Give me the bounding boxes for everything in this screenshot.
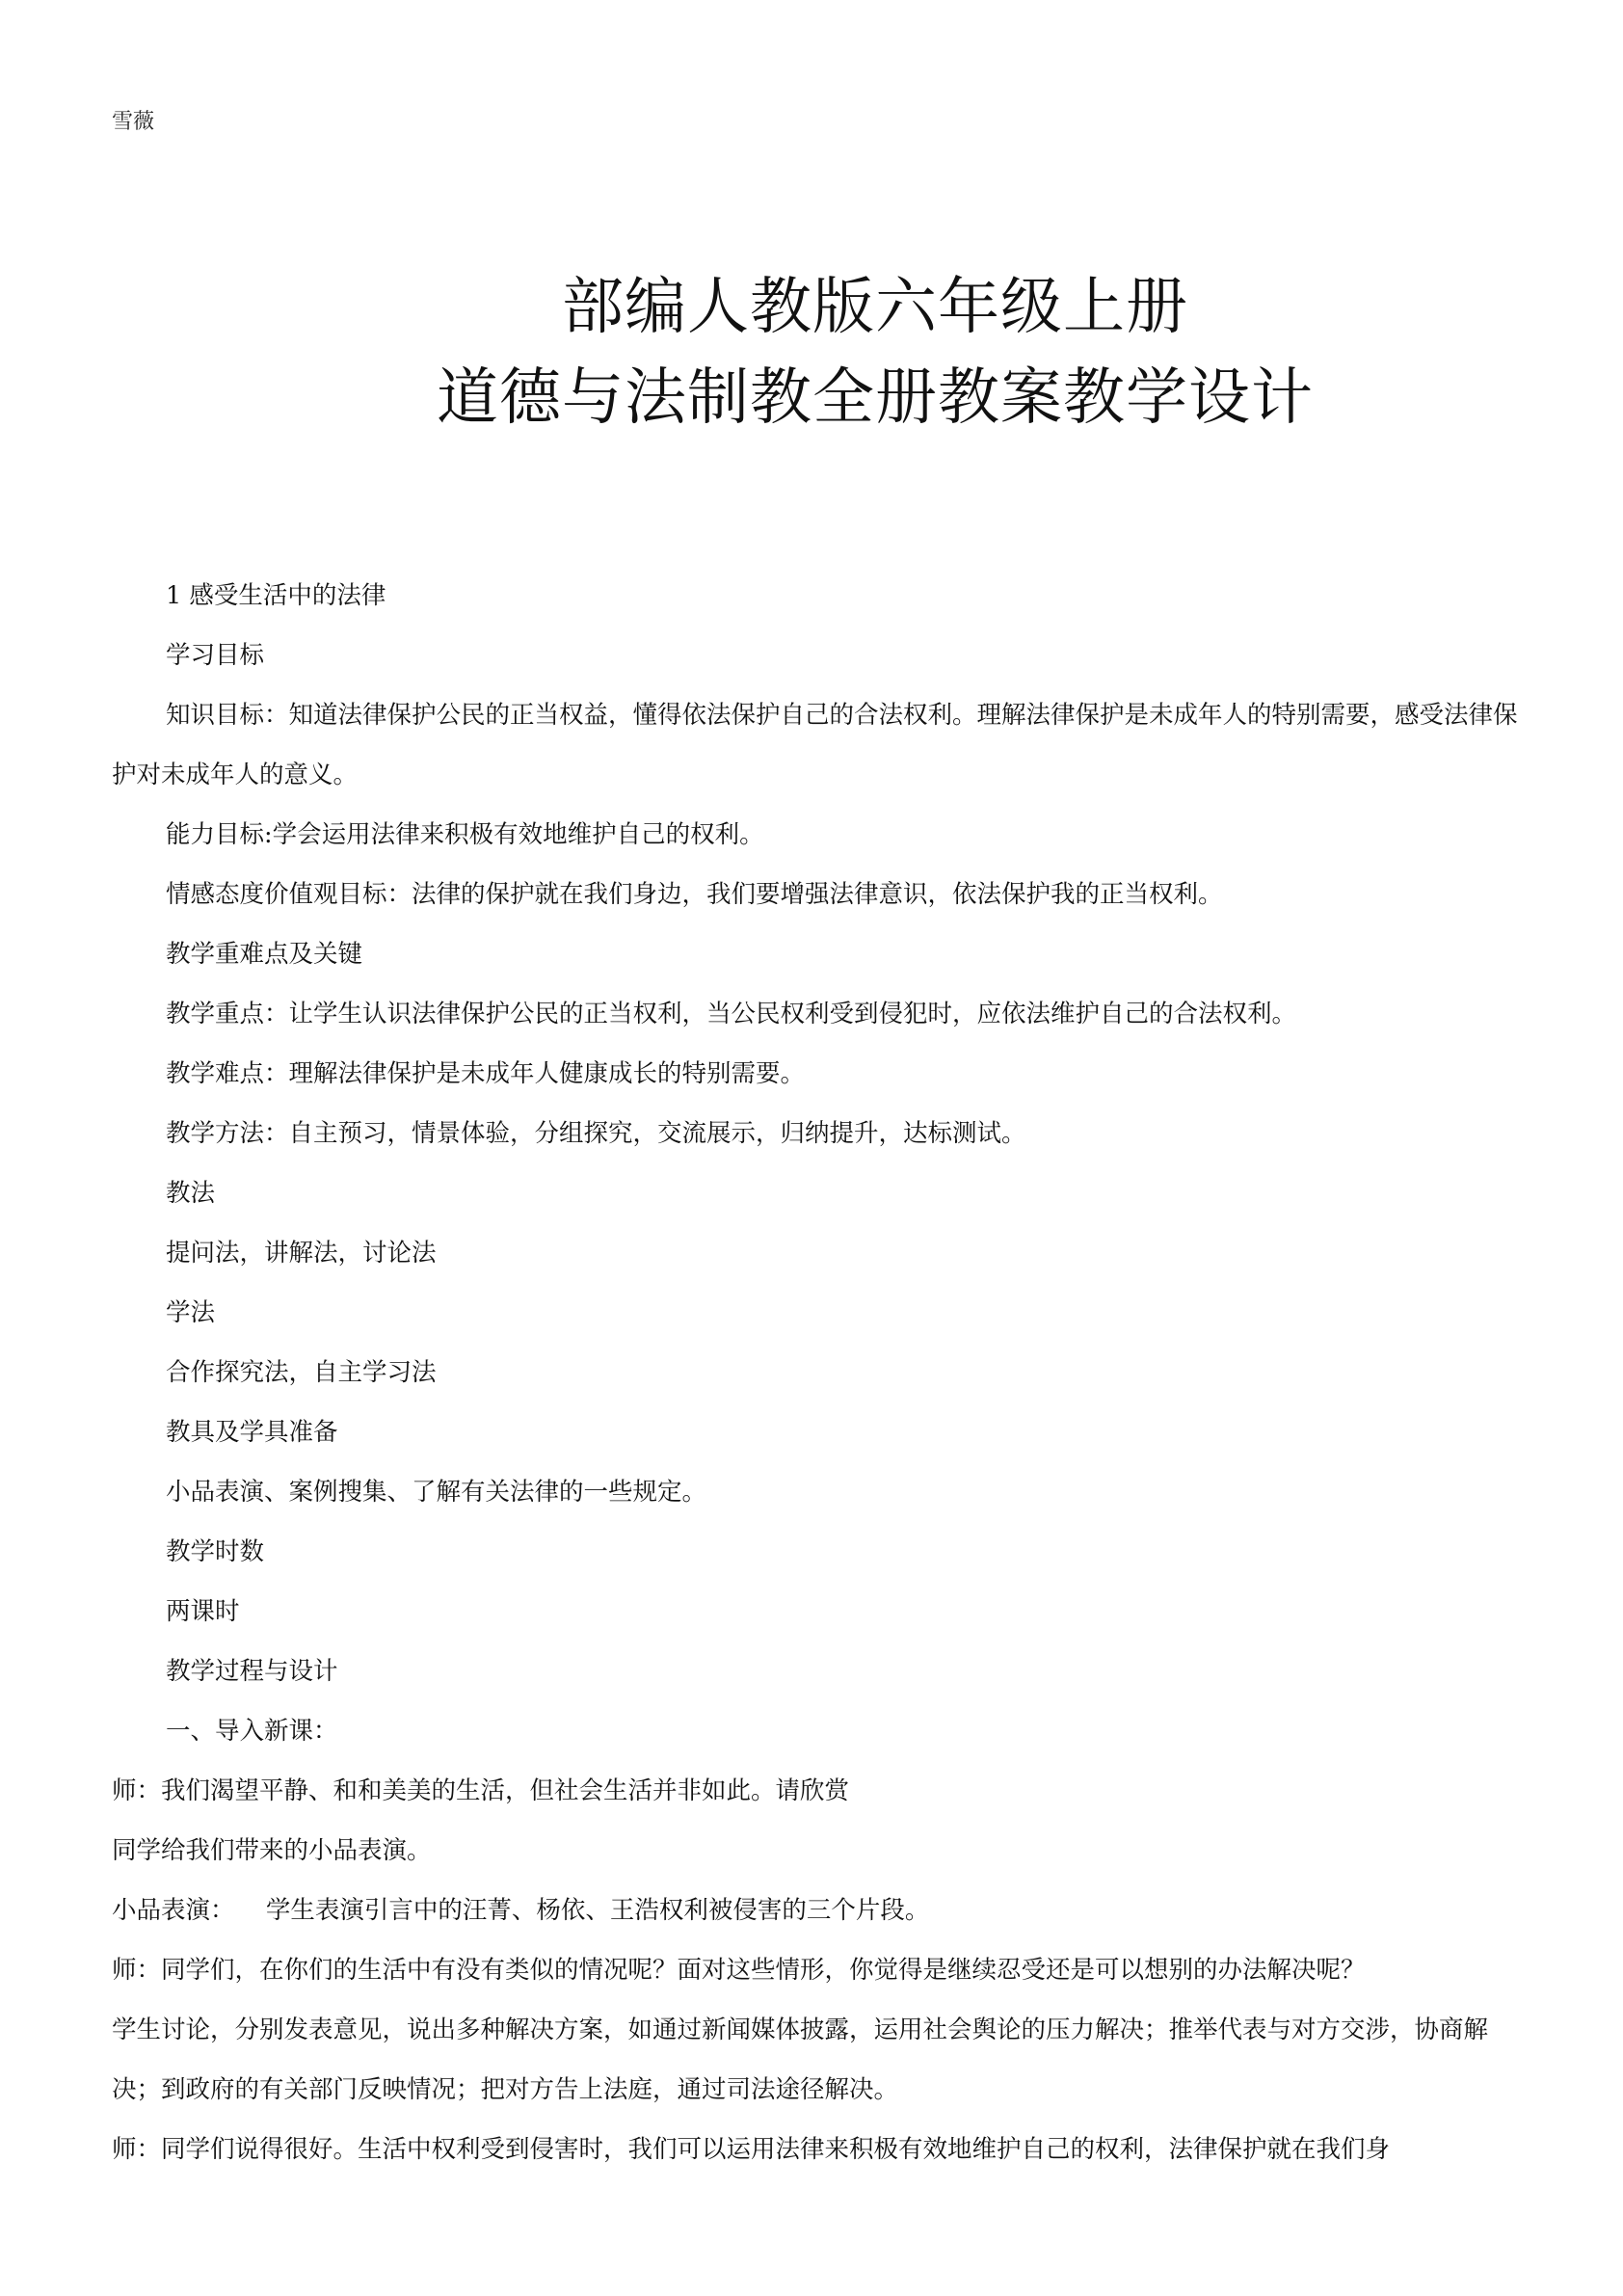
teacher-line-1b: 同学给我们带来的小品表演。 bbox=[112, 1836, 432, 1865]
document-title-line-2: 道德与法制教全册教案教学设计 bbox=[437, 361, 1314, 434]
key-point: 教学重点：让学生认识法律保护公民的正当权利，当公民权利受到侵犯时，应依法维护自己的合法权利。 bbox=[166, 1000, 1297, 1028]
hours: 两课时 bbox=[166, 1597, 240, 1626]
process-heading: 教学过程与设计 bbox=[166, 1657, 338, 1686]
knowledge-goal bbox=[58, 685, 1519, 805]
intro-heading: 一、导入新课： bbox=[166, 1717, 338, 1746]
document-body bbox=[112, 566, 1519, 2179]
emotion-goal: 情感态度价值观目标：法律的保护就在我们身边，我们要增强法律意识，依法保护我的正当权利。 bbox=[166, 880, 1223, 909]
difficult-point: 教学难点：理解法律保护是未成年人健康成长的特别需要。 bbox=[166, 1059, 806, 1088]
teacher-line-2: 师：同学们，在你们的生活中有没有类似的情况呢？面对这些情形，你觉得是继续忍受还是可以想别的办法解决呢？ bbox=[112, 1956, 1366, 1985]
teaching-approach-heading: 教法 bbox=[166, 1179, 216, 1208]
key-points-heading: 教学重难点及关键 bbox=[166, 940, 363, 969]
document-title-line-1: 部编人教版六年级上册 bbox=[562, 271, 1188, 343]
student-discussion: 学生讨论，分别发表意见，说出多种解决方案，如通过新闻媒体披露，运用社会舆论的压力解决；推举代表与对方交涉，协商解决；到政府的有关部门反映情况；把对方告上法庭，通过司法途径解决。 bbox=[112, 2016, 1489, 2104]
materials: 小品表演、案例搜集、了解有关法律的一些规定。 bbox=[166, 1478, 707, 1507]
hours-heading: 教学时数 bbox=[166, 1537, 265, 1566]
knowledge-goal-text: 知识目标：知道法律保护公民的正当权益，懂得依法保护自己的合法权利。理解法律保护是未成年人的特别需要，感受法律保护对未成年人的意义。 bbox=[112, 701, 1518, 789]
teacher-line-1a: 师：我们渴望平静、和和美美的生活，但社会生活并非如此。请欣赏 bbox=[112, 1776, 850, 1805]
teacher-line-3: 师：同学们说得很好。生活中权利受到侵害时，我们可以运用法律来积极有效地维护自己的权利，法律保护就在我们身 bbox=[112, 2135, 1391, 2164]
learning-approach-heading: 学法 bbox=[166, 1298, 216, 1327]
teaching-approach: 提问法，讲解法，讨论法 bbox=[166, 1239, 437, 1268]
teaching-method: 教学方法：自主预习，情景体验，分组探究，交流展示，归纳提升，达标测试。 bbox=[166, 1119, 1026, 1148]
header-label: 雪薇 bbox=[112, 110, 155, 134]
learning-approach: 合作探究法，自主学习法 bbox=[166, 1358, 437, 1387]
materials-heading: 教具及学具准备 bbox=[166, 1418, 338, 1447]
learning-goals-heading: 学习目标 bbox=[166, 641, 265, 670]
lesson-title: 1 感受生活中的法律 bbox=[166, 581, 386, 610]
skit-line: 小品表演： 学生表演引言中的汪菁、杨依、王浩权利被侵害的三个片段。 bbox=[112, 1896, 930, 1925]
ability-goal: 能力目标:学会运用法律来积极有效地维护自己的权利。 bbox=[166, 820, 764, 849]
